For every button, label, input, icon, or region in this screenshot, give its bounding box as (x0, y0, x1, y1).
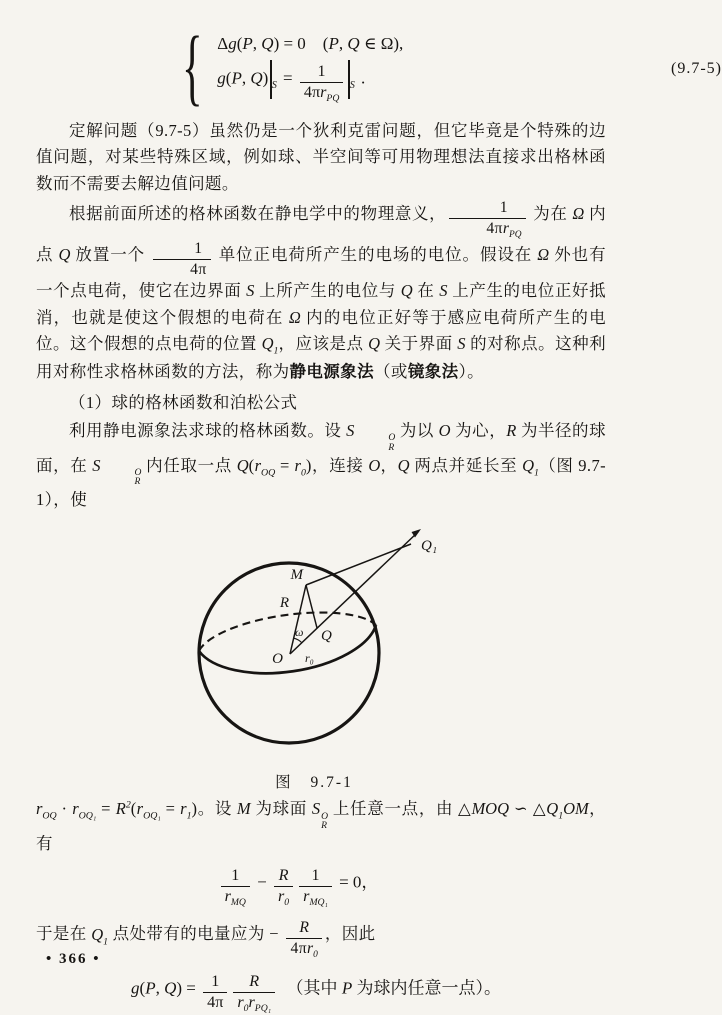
line-M-to-Q1 (306, 544, 411, 585)
display-equation-green-function: g(P, Q) = $\frac{1}{4\pi}$ $\frac{R}{r_0r_{PQ_1}}$ （其中 P 为球内任意一点）。 (131, 972, 501, 1014)
figure-caption (22, 770, 606, 792)
triangle-OMQ (290, 585, 317, 654)
label-Q1: Q₁ (421, 538, 438, 555)
label-M: M (290, 567, 303, 584)
label-omega: ω (295, 625, 304, 640)
sphere-diagram (184, 519, 444, 763)
sphere-outline (199, 563, 379, 743)
equator-dashed-back (199, 613, 376, 651)
paragraph-charge-at-Q1: 于是在 $Q_1$ 点处带有的电量应为 − $\frac{R}{4\pi r_0}$ ，因此 (36, 919, 376, 961)
figure-caption-prefix: 图 (275, 774, 292, 792)
figure-9-7-1 (22, 519, 606, 792)
paragraph-physical-meaning: 根据前面所述的格林函数在静电学中的物理意义， $\frac{1}{4\pi r_{PQ}}$ 为在 Ω 内点 Q 放置一个 $\frac{1}{4\pi}$ 单位正电荷所产生的电场的电位。假设在 Ω 外也有一个点电荷，使它在边界面 S 上所产生的电位与 Q 在 S 上产生的电位正好抵消，也就是使这个假想的电荷在 Ω 内的电位正好等于感应电荷所产生的电位。这个假想的点电荷的位置 $Q_1$，应该是点 Q 关于界面 S 的对称点。这种利用对称性求格林函数的方法，称为静电源象法（或镜象法）。 (36, 199, 607, 382)
equation-9-7-5-line2: g(P, Q) $_S$ = $\frac{1}{4\pi r_{PQ}}$ $_S$ . (217, 60, 403, 105)
paragraph-similar-triangles: $r_{OQ} \cdot r_{OQ_1} = R^2(r_{OQ_1} = r_1)$。设 M 为球面 S O R 上任意一点，由 △MOQ ∽ $\triangle Q_1OM$，有 (36, 799, 606, 853)
figure-caption-number: 9.7-1 (310, 774, 353, 792)
list-item-1-heading: （1）球的格林函数和泊松公式 (69, 392, 298, 412)
page-number: • 366 • (46, 951, 101, 967)
ray-O-to-Q1 (290, 532, 418, 654)
label-Q: Q (321, 628, 332, 645)
left-brace: { (182, 18, 203, 115)
label-R: R (279, 595, 289, 612)
equation-9-7-5 (182, 18, 722, 115)
paragraph-problem-9-7-5: 定解问题（9.7-5）虽然仍是一个狄利克雷问题，但它毕竟是个特殊的边值问题，对某些特殊区域，例如球、半空间等可用物理想法直接求出格林函数而不需要去解边值问题。 (36, 121, 606, 193)
paragraph-image-method-sphere: 利用静电源象法求球的格林函数。设 S O R 为以 O 为心，R 为半径的球面，在 S O R 内任取一点 $Q(r_{OQ} = r_0)$，连接 O，Q 两点并延长至 $Q_1$（图 9.7-1），使 (36, 421, 607, 510)
label-O: O (272, 651, 283, 668)
equator-solid-front (199, 625, 376, 673)
equation-9-7-5-line1: Δg(P, Q) = 0 (P, Q ∈ Ω), (217, 33, 404, 53)
display-equation-reciprocal: $\frac{1}{r_{MQ}}$ − $\frac{R}{r_0}$ $\frac{1}{r_{MQ_1}}$ = 0， (36, 867, 560, 909)
label-r0: r₀ (305, 651, 314, 666)
equation-label: (9.7-5) (671, 60, 722, 77)
